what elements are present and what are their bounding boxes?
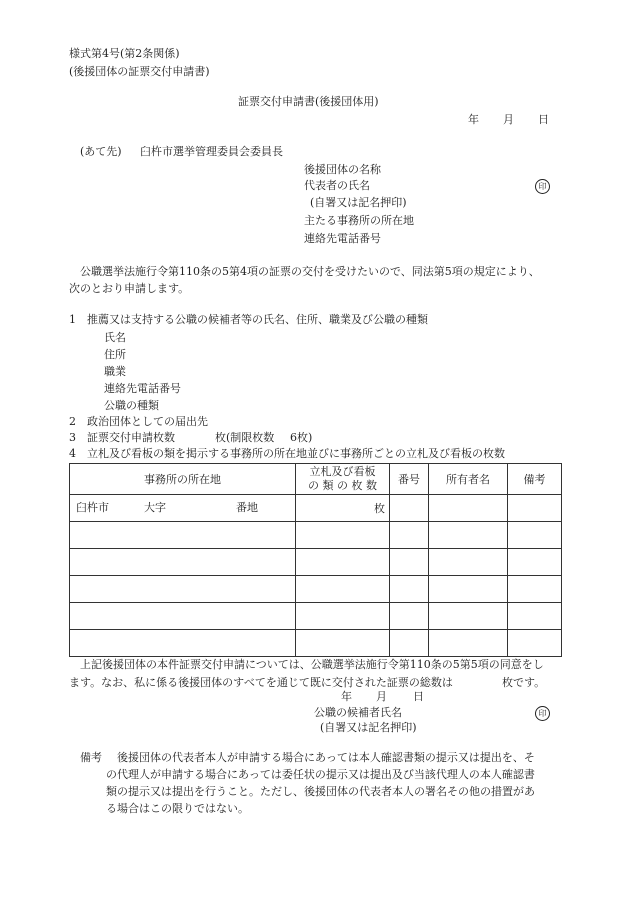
owner-cell[interactable] xyxy=(429,576,508,603)
table-row xyxy=(70,576,562,603)
header-count-line-1: 立札及び看板 xyxy=(309,465,376,478)
count-cell[interactable] xyxy=(296,522,390,549)
date-day: 日 xyxy=(538,113,549,126)
location-aza: 大字 xyxy=(144,501,166,514)
location-cell[interactable] xyxy=(70,576,296,603)
header-location: 事務所の所在地 xyxy=(70,464,296,495)
rep-signature-note: (自署又は記名押印) xyxy=(310,196,407,209)
header-remarks: 備考 xyxy=(508,464,562,495)
rep-name-label: 代表者の氏名 xyxy=(304,179,370,192)
remarks-line-1: 後援団体の代表者本人が申請する場合にあっては本人確認書類の提示又は提出を、そ xyxy=(117,751,535,764)
table-row xyxy=(70,603,562,630)
remarks-cell[interactable] xyxy=(508,603,562,630)
page-title: 証票交付申請書(後援団体用) xyxy=(238,95,379,108)
location-city: 臼杵市 xyxy=(76,501,109,514)
item-3-unit: 枚(制限枚数 xyxy=(215,431,275,444)
phone-label: 連絡先電話番号 xyxy=(304,232,381,245)
date-month: 月 xyxy=(503,113,514,126)
consent-line-2: ます。なお、私に係る後援団体のすべてを通じて既に交付された証票の総数は xyxy=(69,676,453,689)
header-count-line-2: の 類 の 枚 数 xyxy=(308,479,377,492)
date-year: 年 xyxy=(468,113,479,126)
office-signboard-table xyxy=(69,463,562,657)
item-1-text: 推薦又は支持する公職の候補者等の氏名、住所、職業及び公職の種類 xyxy=(87,313,428,326)
form-subtitle: (後援団体の証票交付申請書) xyxy=(69,65,210,78)
consent-line-2-unit: 枚です。 xyxy=(502,676,546,689)
item-1-number: 1 xyxy=(69,313,76,326)
table-row xyxy=(70,495,562,522)
sub-item-office-type: 公職の種類 xyxy=(104,399,159,412)
remarks-line-2: の代理人が申請する場合にあっては委任状の提示又は提出及び当該代理人の本人確認書 xyxy=(106,768,535,781)
item-2-text: 政治団体としての届出先 xyxy=(87,415,208,428)
number-cell[interactable] xyxy=(390,495,429,522)
sub-item-address: 住所 xyxy=(104,348,126,361)
candidate-seal-mark xyxy=(535,706,550,721)
number-cell[interactable] xyxy=(390,522,429,549)
item-4-text: 立札及び看板の類を掲示する事務所の所在地並びに事務所ごとの立札及び看板の枚数 xyxy=(87,447,505,460)
table-header-row xyxy=(70,464,562,495)
item-2-number: 2 xyxy=(69,415,76,428)
seal-mark xyxy=(535,179,550,194)
item-3-text: 証票交付申請枚数 xyxy=(87,431,175,444)
remarks-line-4: る場合はこの限りではない。 xyxy=(106,802,249,815)
number-cell[interactable] xyxy=(390,603,429,630)
number-cell[interactable] xyxy=(390,576,429,603)
number-cell[interactable] xyxy=(390,549,429,576)
intro-line-1: 公職選挙法施行令第110条の5第4項の証票の交付を受けたいので、同法第5項の規定により、 xyxy=(80,265,540,278)
remarks-cell[interactable] xyxy=(508,576,562,603)
header-owner: 所有者名 xyxy=(429,464,508,495)
count-cell[interactable] xyxy=(296,603,390,630)
location-cell[interactable] xyxy=(70,549,296,576)
intro-line-2: 次のとおり申請します。 xyxy=(69,282,190,295)
addressee-label: (あて先) xyxy=(80,145,122,158)
location-cell[interactable] xyxy=(70,630,296,657)
remarks-cell[interactable] xyxy=(508,522,562,549)
header-number: 番号 xyxy=(390,464,429,495)
count-cell[interactable] xyxy=(296,630,390,657)
remarks-cell[interactable] xyxy=(508,630,562,657)
candidate-signature-note: (自署又は記名押印) xyxy=(320,721,417,734)
form-number: 様式第4号(第2条関係) xyxy=(69,47,180,60)
location-cell[interactable] xyxy=(70,495,296,522)
remarks-cell[interactable] xyxy=(508,549,562,576)
addressee-name: 臼杵市選挙管理委員会委員長 xyxy=(140,145,283,158)
location-banchi: 番地 xyxy=(236,501,258,514)
location-cell[interactable] xyxy=(70,522,296,549)
count-cell[interactable]: 枚 xyxy=(296,495,390,522)
owner-cell[interactable] xyxy=(429,630,508,657)
count-cell[interactable] xyxy=(296,576,390,603)
item-3-number: 3 xyxy=(69,431,76,444)
remarks-label: 備考 xyxy=(80,751,102,764)
owner-cell[interactable] xyxy=(429,522,508,549)
owner-cell[interactable] xyxy=(429,603,508,630)
office-address-label: 主たる事務所の所在地 xyxy=(304,214,414,227)
seal-icon: 印 xyxy=(535,706,550,721)
number-cell[interactable] xyxy=(390,630,429,657)
sub-item-phone: 連絡先電話番号 xyxy=(104,382,181,395)
owner-cell[interactable] xyxy=(429,549,508,576)
remarks-cell[interactable] xyxy=(508,495,562,522)
table-row xyxy=(70,630,562,657)
consent-date-year: 年 xyxy=(341,690,352,703)
header-count xyxy=(296,464,390,495)
seal-icon: 印 xyxy=(535,179,550,194)
remarks-line-3: 類の提示又は提出を行うこと。ただし、後援団体の代表者本人の署名その他の措置があ xyxy=(106,785,535,798)
owner-cell[interactable] xyxy=(429,495,508,522)
item-3-limit: 6枚) xyxy=(290,431,313,444)
table-row xyxy=(70,549,562,576)
sub-item-occupation: 職業 xyxy=(104,365,126,378)
consent-date-month: 月 xyxy=(376,690,387,703)
consent-line-1: 上記後援団体の本件証票交付申請については、公職選挙法施行令第110条の5第5項の同意をし xyxy=(80,658,544,671)
location-cell[interactable] xyxy=(70,603,296,630)
org-name-label: 後援団体の名称 xyxy=(304,163,381,176)
table-row xyxy=(70,522,562,549)
count-cell[interactable] xyxy=(296,549,390,576)
candidate-name-label: 公職の候補者氏名 xyxy=(314,706,402,719)
consent-date-day: 日 xyxy=(413,690,424,703)
sub-item-name: 氏名 xyxy=(104,331,126,344)
item-4-number: 4 xyxy=(69,447,76,460)
